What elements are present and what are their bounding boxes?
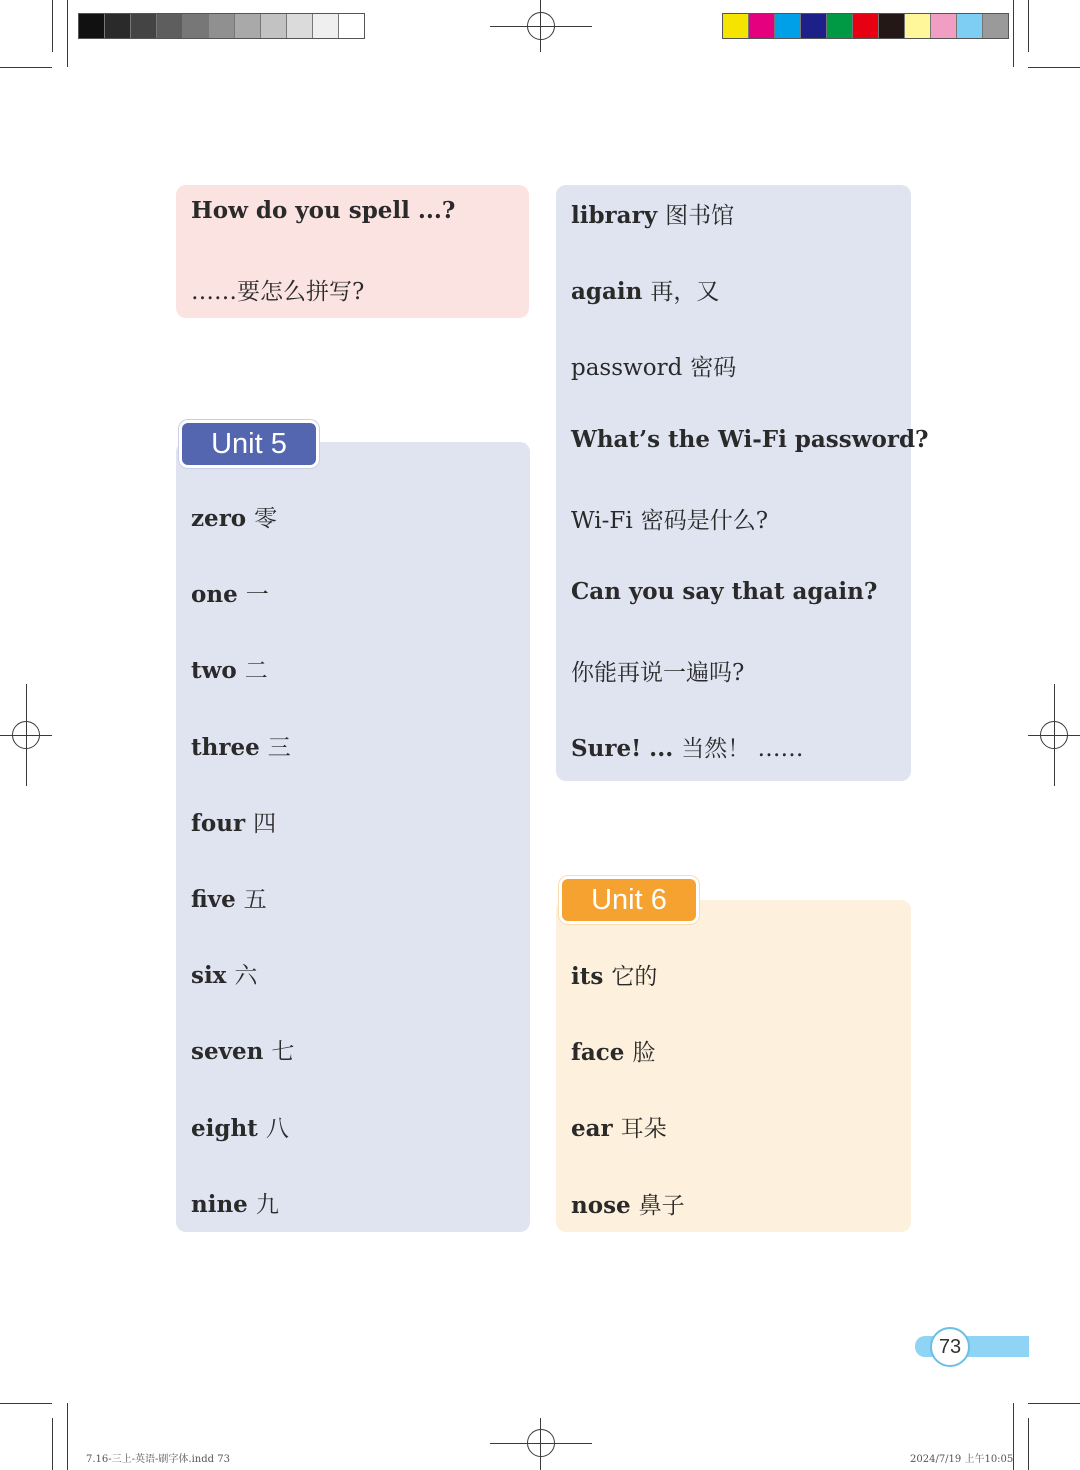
vocab-english: password	[571, 355, 683, 382]
vocab-chinese: 一	[245, 582, 269, 609]
vocab-item	[571, 578, 877, 605]
vocab-item	[571, 1034, 655, 1067]
color-swatch	[79, 14, 105, 38]
vocab-item	[191, 500, 277, 533]
crop-mark	[67, 1403, 68, 1470]
vocab-chinese: 鼻子	[638, 1192, 685, 1219]
color-swatch	[313, 14, 339, 38]
vocab-chinese: 耳朵	[620, 1116, 667, 1143]
color-swatch	[105, 14, 131, 38]
vocab-item	[571, 654, 744, 687]
unit6-vocab-box	[556, 900, 911, 1232]
vocab-item	[571, 730, 804, 763]
crop-mark	[0, 1403, 52, 1404]
color-swatch	[853, 14, 879, 38]
color-swatch	[957, 14, 983, 38]
vocab-chinese: 密码	[690, 355, 737, 382]
registration-circle	[527, 12, 555, 40]
vocab-chinese: 二	[244, 658, 268, 685]
vocab-item	[191, 576, 269, 609]
vocab-english: nine	[191, 1190, 248, 1218]
vocab-english: What’s the Wi-Fi password?	[571, 425, 929, 453]
vocab-chinese: 三	[267, 734, 291, 761]
vocab-item	[571, 426, 929, 453]
color-swatch-bar	[722, 13, 1009, 39]
crop-mark	[52, 1418, 53, 1470]
color-swatch	[801, 14, 827, 38]
color-swatch	[879, 14, 905, 38]
vocab-item	[191, 1186, 279, 1219]
vocab-english: library	[571, 202, 658, 229]
vocab-english: seven	[191, 1038, 264, 1066]
vocab-english: Sure! ...	[571, 735, 674, 763]
vocab-english: nose	[571, 1191, 631, 1219]
page-number: 73	[930, 1327, 970, 1367]
vocab-english: Wi-Fi	[571, 507, 633, 534]
vocab-chinese: 七	[271, 1039, 295, 1066]
vocab-english: five	[191, 886, 236, 913]
vocab-chinese: 六	[234, 963, 258, 990]
color-swatch	[261, 14, 287, 38]
color-swatch	[131, 14, 157, 38]
vocab-item	[191, 957, 257, 990]
vocab-item	[571, 349, 736, 382]
vocab-chinese: 图书馆	[665, 203, 735, 229]
vocab-english: three	[191, 733, 260, 761]
vocab-chinese: 零	[254, 506, 278, 532]
vocab-english: zero	[191, 505, 247, 532]
vocab-item	[191, 652, 268, 685]
vocab-item	[571, 273, 719, 306]
color-swatch	[931, 14, 957, 38]
vocab-chinese: 九	[255, 1191, 279, 1218]
vocab-item	[571, 1110, 667, 1143]
footer-timestamp: 2024/7/19 上午10:05	[910, 1454, 1014, 1465]
vocab-item	[571, 197, 734, 230]
vocab-english: six	[191, 962, 227, 990]
vocab-item	[191, 1033, 294, 1066]
vocab-item	[191, 729, 291, 762]
spell-phrase-box	[176, 185, 529, 318]
color-swatch	[339, 14, 364, 38]
color-swatch	[775, 14, 801, 38]
vocab-english: eight	[191, 1114, 258, 1142]
vocab-chinese: 八	[265, 1115, 289, 1142]
vocab-item	[191, 805, 276, 838]
gray-swatch-bar	[78, 13, 365, 39]
footer-file-info: 7.16-三上-英语-刷字体.indd 73	[86, 1454, 230, 1465]
color-swatch	[723, 14, 749, 38]
registration-circle	[12, 721, 40, 749]
color-swatch	[209, 14, 235, 38]
color-swatch	[235, 14, 261, 38]
vocab-chinese: 五	[243, 887, 267, 913]
vocab-item	[571, 1187, 685, 1220]
vocab-english: face	[571, 1039, 625, 1067]
vocab-chinese: 你能再说一遍吗?	[571, 660, 745, 687]
vocab-english: its	[571, 963, 604, 990]
vocab-english: again	[571, 278, 643, 306]
vocab-english: one	[191, 581, 238, 609]
unit5-vocab-box	[176, 442, 530, 1232]
crop-mark	[52, 0, 53, 52]
vocab-english: two	[191, 657, 237, 685]
color-swatch	[905, 14, 931, 38]
vocab-chinese: 再，又	[650, 279, 720, 306]
vocab-chinese: 当然！ ……	[681, 736, 804, 763]
color-swatch	[183, 14, 209, 38]
spell-question: How do you spell ...?	[191, 197, 456, 224]
vocab-item	[191, 1110, 289, 1143]
crop-mark	[0, 67, 52, 68]
vocab-english: four	[191, 809, 246, 837]
color-swatch	[827, 14, 853, 38]
crop-mark	[1028, 1403, 1080, 1404]
vocab-chinese: 四	[253, 810, 277, 837]
crop-mark	[1013, 0, 1014, 67]
vocab-chinese: 它的	[611, 964, 658, 990]
color-swatch	[749, 14, 775, 38]
color-swatch	[983, 14, 1008, 38]
registration-circle	[1040, 721, 1068, 749]
vocab-item	[571, 502, 768, 535]
vocab-english: ear	[571, 1115, 613, 1143]
color-swatch	[287, 14, 313, 38]
vocab-chinese: 脸	[632, 1040, 656, 1067]
vocab-english: Can you say that again?	[571, 578, 878, 605]
unit6-tab: Unit 6	[559, 876, 699, 924]
registration-circle	[527, 1429, 555, 1457]
right-vocab-box	[556, 185, 929, 781]
vocab-item	[191, 881, 267, 914]
unit5-tab: Unit 5	[179, 420, 319, 468]
crop-mark	[1028, 1418, 1029, 1470]
crop-mark	[67, 0, 68, 67]
crop-mark	[1028, 67, 1080, 68]
crop-mark	[1028, 0, 1029, 52]
vocab-chinese: 密码是什么?	[640, 507, 769, 534]
color-swatch	[157, 14, 183, 38]
spell-translation: ……要怎么拼写?	[191, 279, 365, 305]
vocab-item	[571, 958, 657, 991]
